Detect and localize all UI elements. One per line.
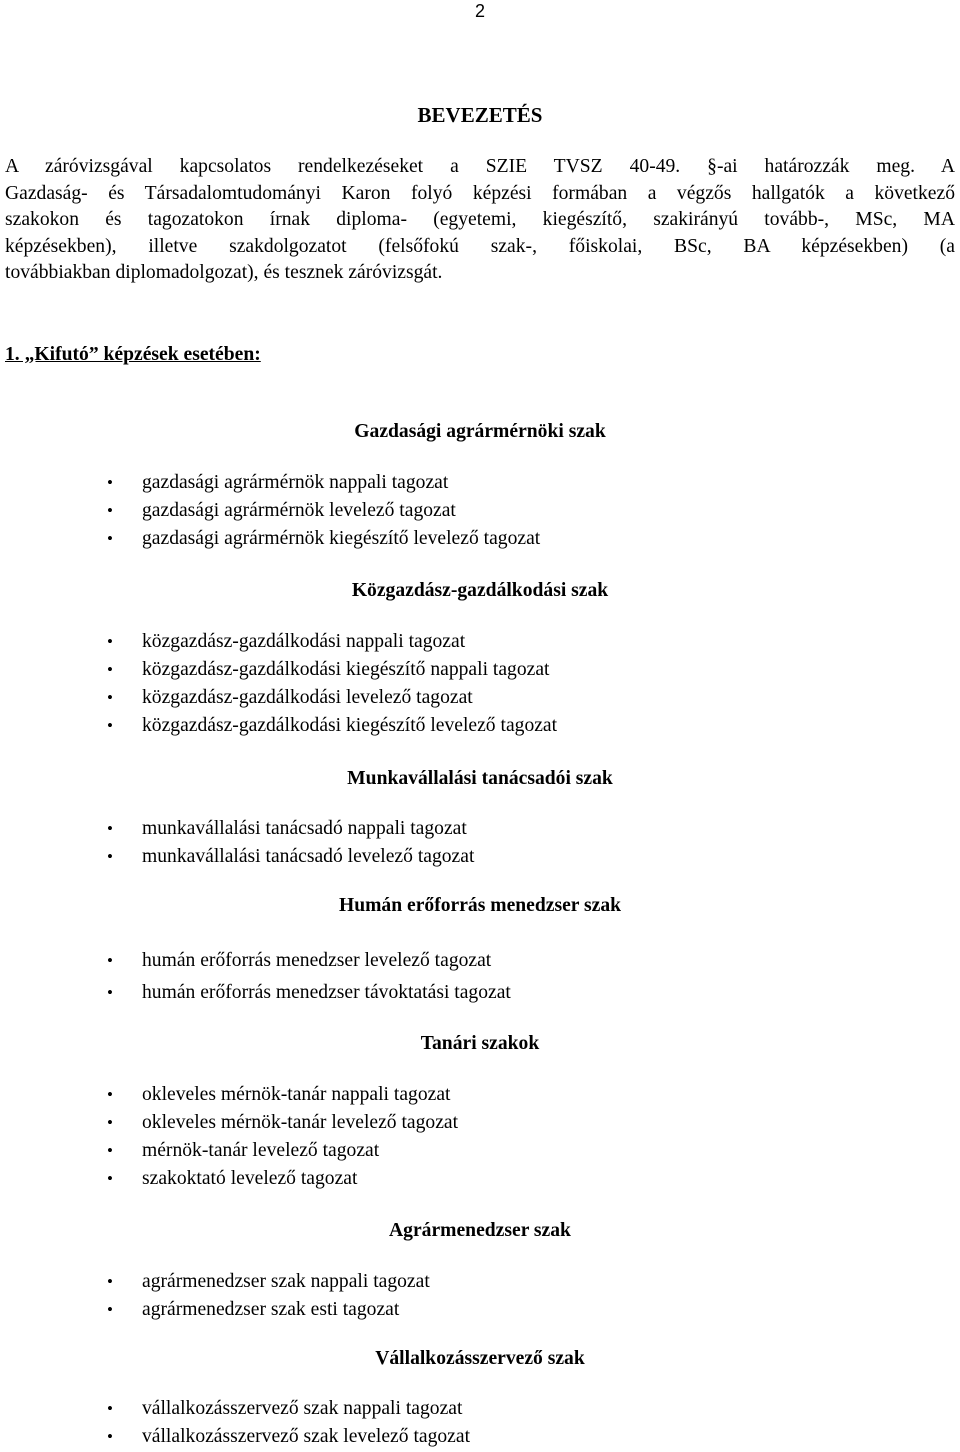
list-item-text: közgazdász-gazdálkodási levelező tagozat bbox=[142, 687, 473, 708]
program-title: Humán erőforrás menedzser szak bbox=[338, 895, 622, 916]
list-item-text: okleveles mérnök-tanár nappali tagozat bbox=[142, 1084, 451, 1105]
list-item-text: közgazdász-gazdálkodási kiegészítő nappali tagozat bbox=[142, 659, 550, 680]
bullet-icon: • bbox=[107, 716, 113, 735]
bullet-icon: • bbox=[107, 1169, 113, 1188]
list-item-text: szakoktató levelező tagozat bbox=[142, 1168, 358, 1189]
bullet-icon: • bbox=[107, 632, 113, 651]
intro-line: továbbiakban diplomadolgozat), és tesznek záróvizsgát. bbox=[5, 262, 443, 284]
list-item-text: humán erőforrás menedzser levelező tagozat bbox=[142, 950, 492, 971]
bullet-icon: • bbox=[107, 847, 113, 866]
list-item-text: agrármenedzser szak esti tagozat bbox=[142, 1299, 400, 1320]
list-item-text: agrármenedzser szak nappali tagozat bbox=[142, 1271, 430, 1292]
list-item-text: gazdasági agrármérnök levelező tagozat bbox=[142, 500, 456, 521]
page-number: 2 bbox=[474, 1, 485, 21]
bullet-icon: • bbox=[107, 501, 113, 520]
intro-line: Gazdaság- és Társadalomtudományi Karon folyó képzési formában a végzős hallgatók a következő bbox=[5, 182, 955, 204]
intro-paragraph bbox=[5, 154, 955, 287]
intro-line: szakokon és tagozatokon írnak diploma- (egyetemi, kiegészítő, szakirányú tovább-, MSc, MA bbox=[5, 209, 955, 231]
list-item-text: gazdasági agrármérnök nappali tagozat bbox=[142, 472, 449, 493]
bullet-icon: • bbox=[107, 1113, 113, 1132]
bullet-icon: • bbox=[107, 983, 113, 1002]
section-heading: 1. „Kifutó” képzések esetében: bbox=[5, 344, 261, 365]
list-item-text: okleveles mérnök-tanár levelező tagozat bbox=[142, 1112, 459, 1133]
list-item-text: vállalkozásszervező szak nappali tagozat bbox=[142, 1398, 463, 1419]
program-title: Munkavállalási tanácsadói szak bbox=[347, 768, 613, 789]
bullet-icon: • bbox=[107, 688, 113, 707]
intro-line: A záróvizsgával kapcsolatos rendelkezéseket a SZIE TVSZ 40-49. §-ai határozzák meg. A bbox=[5, 156, 955, 177]
bullet-icon: • bbox=[107, 1272, 113, 1291]
program-title: Agrármenedzser szak bbox=[389, 1220, 571, 1241]
program-title: Vállalkozásszervező szak bbox=[375, 1348, 585, 1369]
bullet-icon: • bbox=[107, 660, 113, 679]
list-item-text: humán erőforrás menedzser távoktatási tagozat bbox=[142, 982, 511, 1003]
bullet-icon: • bbox=[107, 1399, 113, 1418]
list-item-text: gazdasági agrármérnök kiegészítő levelező tagozat bbox=[142, 528, 541, 549]
bullet-icon: • bbox=[107, 529, 113, 548]
bullet-icon: • bbox=[107, 1300, 113, 1319]
bullet-icon: • bbox=[107, 473, 113, 492]
list-item-text: vállalkozásszervező szak levelező tagozat bbox=[142, 1426, 471, 1447]
bullet-icon: • bbox=[107, 1085, 113, 1104]
list-item-text: közgazdász-gazdálkodási kiegészítő levelező tagozat bbox=[142, 715, 558, 736]
bullet-icon: • bbox=[107, 1141, 113, 1160]
program-title: Közgazdász-gazdálkodási szak bbox=[351, 580, 609, 601]
bullet-icon: • bbox=[107, 951, 113, 970]
page-title: BEVEZETÉS bbox=[417, 103, 543, 127]
list-item-text: munkavállalási tanácsadó levelező tagozat bbox=[142, 846, 475, 867]
program-title: Gazdasági agrármérnöki szak bbox=[354, 421, 606, 442]
list-item-text: mérnök-tanár levelező tagozat bbox=[142, 1140, 380, 1161]
program-title: Tanári szakok bbox=[420, 1033, 540, 1054]
bullet-icon: • bbox=[107, 819, 113, 838]
list-item-text: közgazdász-gazdálkodási nappali tagozat bbox=[142, 631, 466, 652]
intro-line: képzésekben), illetve szakdolgozatot (felsőfokú szak-, főiskolai, BSc, BA képzésekben) (a bbox=[5, 235, 955, 257]
bullet-icon: • bbox=[107, 1427, 113, 1446]
list-item-text: munkavállalási tanácsadó nappali tagozat bbox=[142, 818, 467, 839]
